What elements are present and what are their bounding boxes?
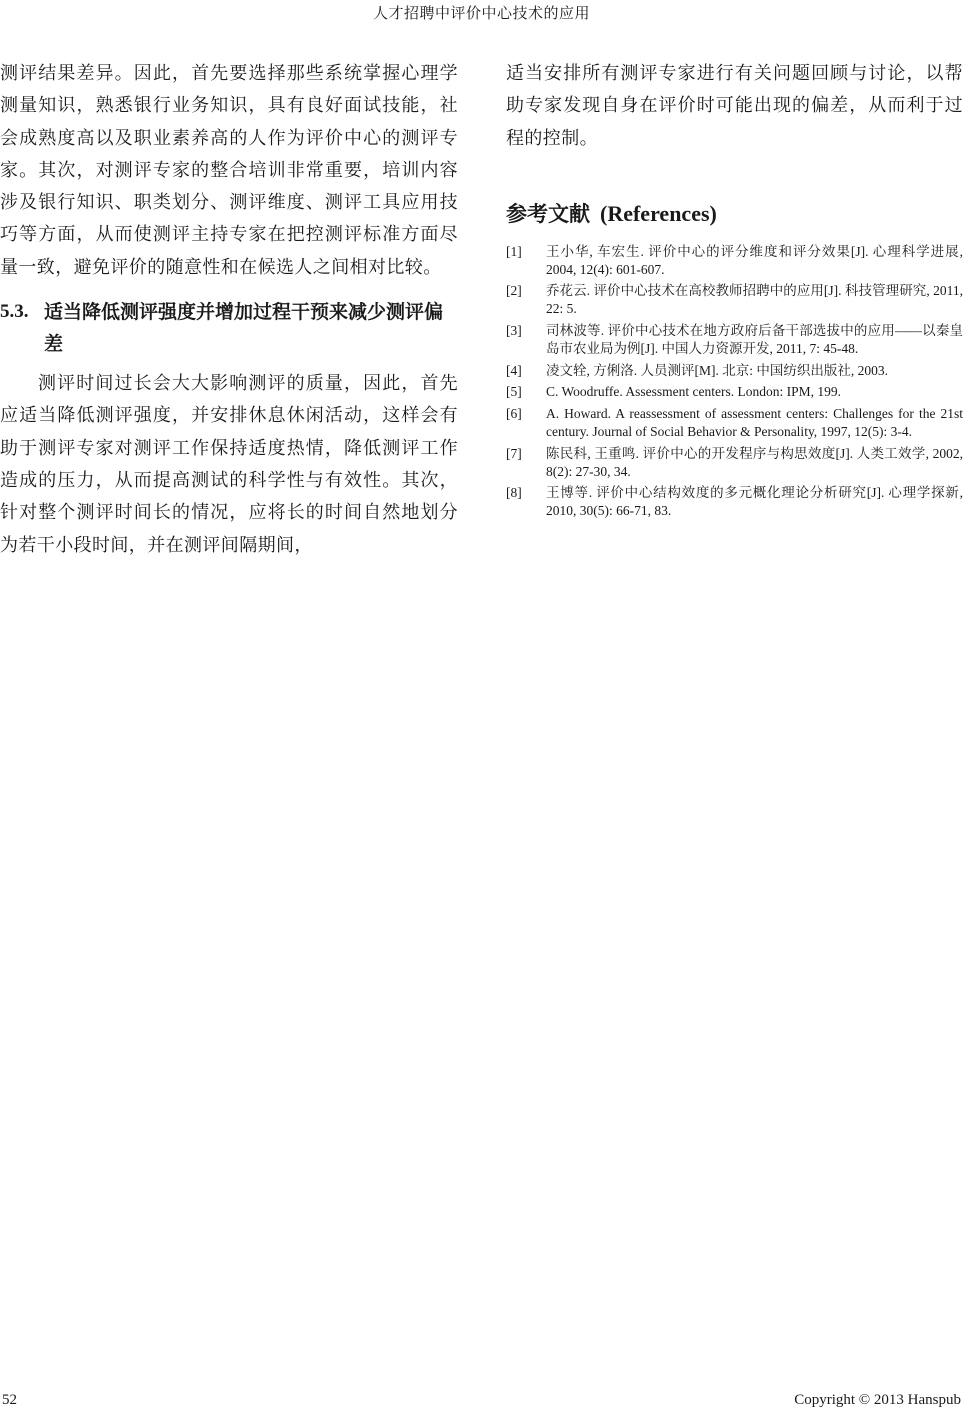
section-number: 5.3. — [0, 301, 29, 323]
reference-list — [506, 243, 963, 520]
left-column — [0, 58, 458, 562]
reference-item — [506, 405, 963, 441]
right-column — [506, 58, 963, 524]
reference-text: A. Howard. A reassessment of assessment centers: Challenges for the 21st century. Journal of Social Behavior & Personality, 1997, 12(5): 3-4. — [546, 406, 963, 440]
copyright-notice: Copyright © 2013 Hanspub — [794, 1392, 961, 1408]
reference-number: [4] — [506, 362, 522, 378]
references-title-en: (References) — [600, 200, 717, 226]
body-paragraph: 适当安排所有测评专家进行有关问题回顾与讨论，以帮助专家发现自身在评价时可能出现的偏差，从而利于过程的控制。 — [506, 63, 963, 149]
reference-item — [506, 243, 963, 279]
reference-number: [1] — [506, 243, 522, 259]
reference-text: 王小华, 车宏生. 评价中心的评分维度和评分效果[J]. 心理科学进展, 2004, 12(4): 601-607. — [546, 243, 963, 277]
page-number: 52 — [2, 1392, 17, 1408]
reference-number: [2] — [506, 283, 522, 299]
reference-item — [506, 445, 963, 481]
reference-item — [506, 322, 963, 358]
reference-number: [6] — [506, 406, 522, 422]
reference-number: [7] — [506, 445, 522, 461]
reference-text: 乔花云. 评价中心技术在高校教师招聘中的应用[J]. 科技管理研究, 2011, 22: 5. — [546, 283, 963, 317]
reference-item — [506, 362, 963, 380]
reference-item — [506, 282, 963, 318]
reference-item — [506, 383, 963, 401]
reference-text: 凌文辁, 方俐洛. 人员测评[M]. 北京: 中国纺织出版社, 2003. — [546, 362, 888, 378]
reference-number: [8] — [506, 485, 522, 501]
reference-text: 王博等. 评价中心结构效度的多元概化理论分析研究[J]. 心理学探新, 2010, 30(5): 66-71, 83. — [546, 485, 963, 519]
section-heading — [0, 296, 458, 360]
running-head: 人才招聘中评价中心技术的应用 — [372, 4, 590, 22]
references-heading — [506, 199, 963, 229]
reference-number: [3] — [506, 323, 522, 339]
reference-item — [506, 484, 963, 520]
reference-text: 陈民科, 王重鸣. 评价中心的开发程序与构思效度[J]. 人类工效学, 2002, 8(2): 27-30, 34. — [546, 445, 963, 479]
reference-text: C. Woodruffe. Assessment centers. London: IPM, 199. — [546, 384, 842, 400]
references-title-cn: 参考文献 — [506, 201, 590, 226]
section-title: 适当降低测评强度并增加过程干预来减少测评偏差 — [44, 301, 444, 356]
body-paragraph: 测评结果差异。因此，首先要选择那些系统掌握心理学测量知识，熟悉银行业务知识，具有良好面试技能，社会成熟度高以及职业素养高的人作为评价中心的测评专家。其次，对测评专家的整合培训非常重要，培训内容涉及银行知识、职类划分、测评维度、测评工具应用技巧等方面，从而使测评主持专家在把控测评标准方面尽量一致，避免评价的随意性和在候选人之间相对比较。 — [0, 63, 458, 278]
body-paragraph: 测评时间过长会大大影响测评的质量，因此，首先应适当降低测评强度，并安排休息休闲活动，这样会有助于测评专家对测评工作保持适度热情，降低测评工作造成的压力，从而提高测试的科学性与有效性。其次，针对整个测评时间长的情况，应将长的时间自然地划分为若干小段时间，并在测评间隔期间， — [0, 373, 458, 556]
reference-number: [5] — [506, 384, 522, 400]
reference-text: 司林波等. 评价中心技术在地方政府后备干部选拔中的应用——以秦皇岛市农业局为例[J]. 中国人力资源开发, 2011, 7: 45-48. — [546, 323, 963, 356]
